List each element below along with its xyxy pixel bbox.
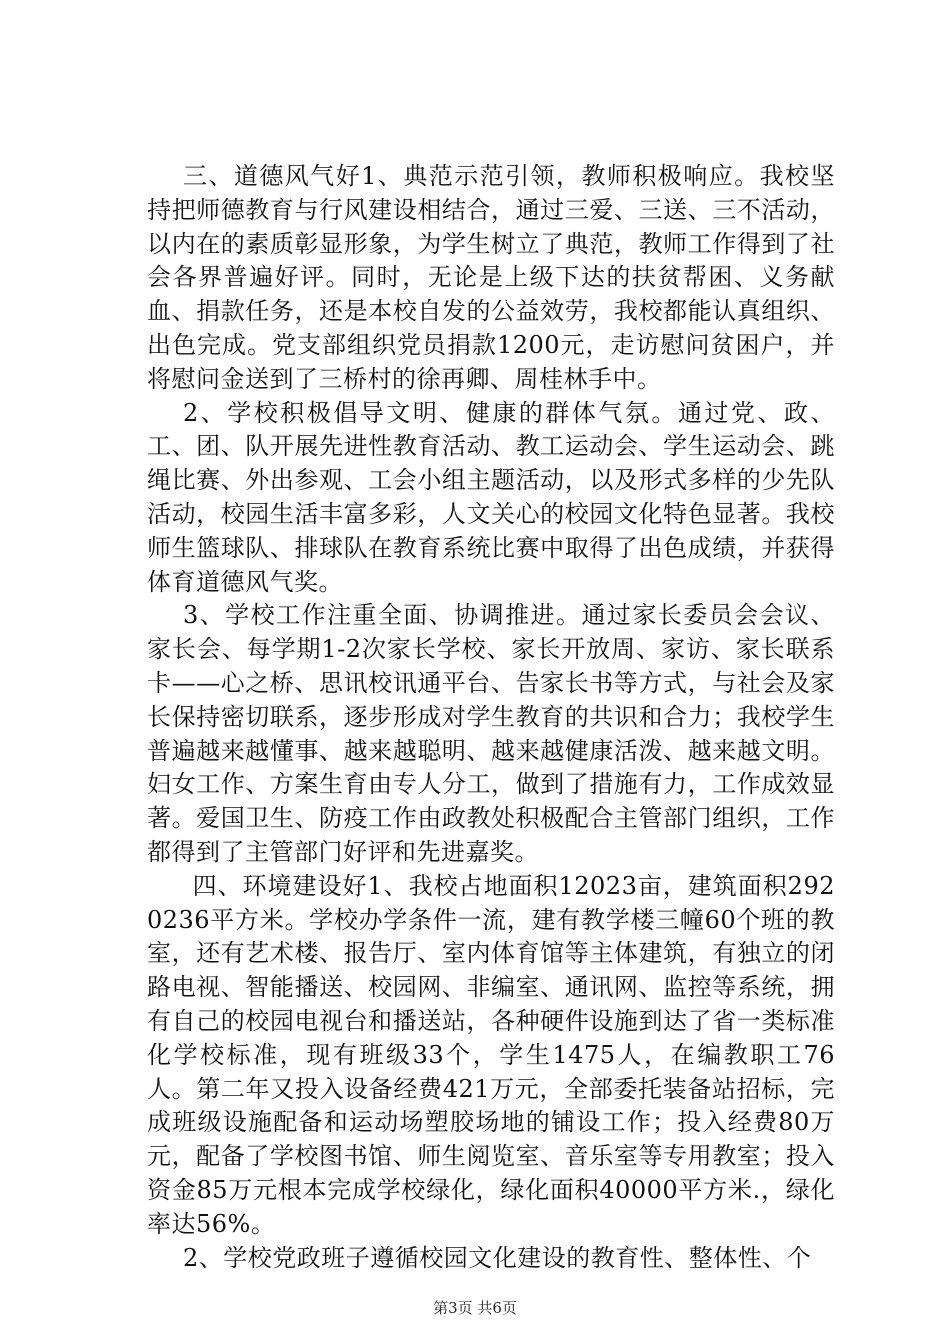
paragraph-environment-construction: 四、环境建设好1、我校占地面积12023亩，建筑面积2920236平方米。学校办学条件一流，建有教学楼三幢60个班的教室，还有艺术楼、报告厅、室内体育馆等主体建筑，有独立的闭路电视、智能播送、校园网、非编室、通讯网、监控等系统，拥有自己的校园电视台和播送站，各种硬件设施到达了省一类标准化学校标准，现有班级33个，学生1475人，在编教职工76人。第二年又投入设备经费421万元，全部委托装备站招标，完成班级设施配备和运动场塑胶场地的铺设工作；投入经费80万元，配备了学校图书馆、师生阅览室、音乐室等专用教室；投入资金85万元根本完成学校绿化，绿化面积40000平方米.，绿化率达56%。	[147, 871, 835, 1238]
document-body	[147, 160, 835, 1275]
paragraph-moral-atmosphere: 三、道德风气好1、典范示范引领，教师积极响应。我校坚持把师德教育与行风建设相结合，通过三爱、三送、三不活动，以内在的素质彰显形象，为学生树立了典范，教师工作得到了社会各界普遍好评。同时，无论是上级下达的扶贫帮困、义务献血、捐款任务，还是本校自发的公益效劳，我校都能认真组织、出色完成。党支部组织党员捐款1200元，走访慰问贫困户，并将慰问金送到了三桥村的徐再卿、周桂林手中。	[147, 162, 835, 393]
paragraph-civilized-atmosphere: 2、学校积极倡导文明、健康的群体气氛。通过党、政、工、团、队开展先进性教育活动、教工运动会、学生运动会、跳绳比赛、外出参观、工会小组主题活动，以及形式多样的少先队活动，校园生活丰富多彩，人文关心的校园文化特色显著。我校师生篮球队、排球队在教育系统比赛中取得了出色成绩，并获得体育道德风气奖。	[147, 398, 835, 596]
page-footer: 第3页 共6页	[433, 1299, 517, 1317]
paragraph-coordinated-work: 3、学校工作注重全面、协调推进。通过家长委员会会议、家长会、每学期1-2次家长学校、家长开放周、家访、家长联系卡——心之桥、思讯校讯通平台、告家长书等方式，与社会及家长保持密切联系，逐步形成对学生教育的共识和合力；我校学生普遍越来越懂事、越来越聪明、越来越健康活泼、越来越文明。妇女工作、方案生育由专人分工，做到了措施有力，工作成效显著。爱国卫生、防疫工作由政教处积极配合主管部门组织，工作都得到了主管部门好评和先进嘉奖。	[147, 601, 835, 866]
paragraph-campus-culture: 2、学校党政班子遵循校园文化建设的教育性、整体性、个	[183, 1243, 812, 1272]
